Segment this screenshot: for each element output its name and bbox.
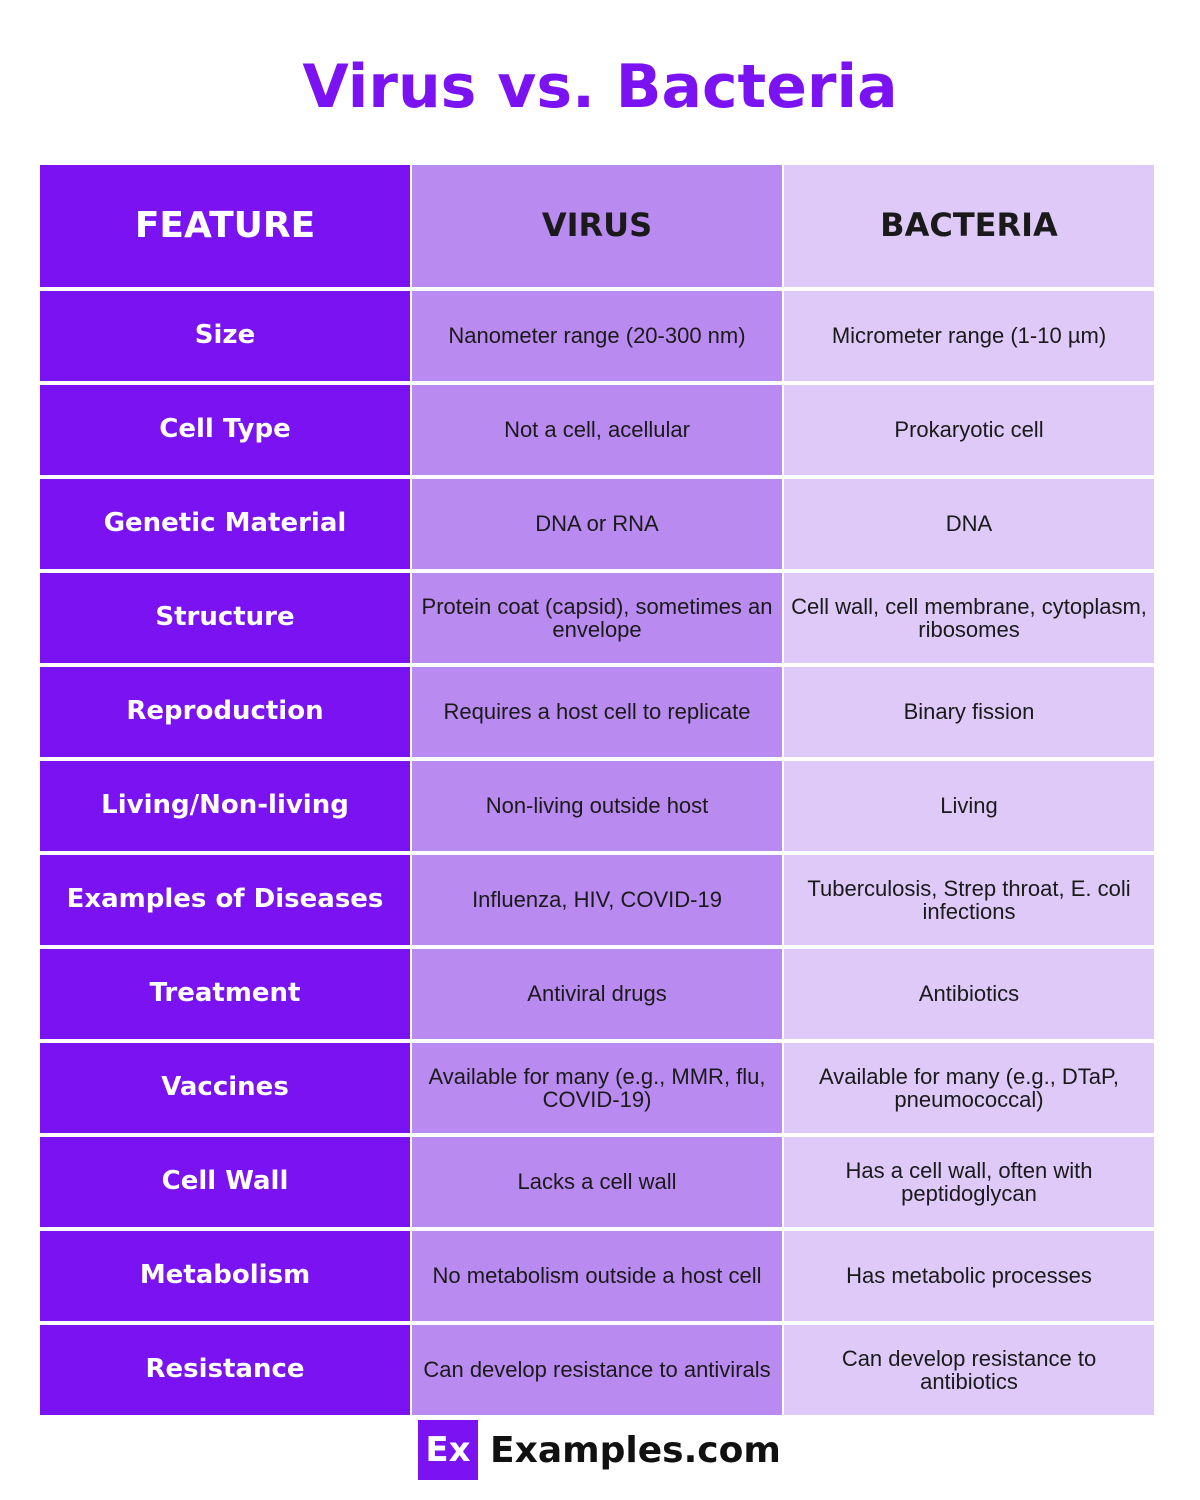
row-bacteria-metabolism: Has metabolic processes xyxy=(784,1231,1154,1322)
row-bacteria-treatment: Antibiotics xyxy=(784,949,1154,1040)
header-feature: FEATURE xyxy=(40,165,410,287)
row-bacteria-size: Micrometer range (1-10 µm) xyxy=(784,291,1154,382)
row-virus-metabolism: No metabolism outside a host cell xyxy=(412,1231,782,1322)
row-feature-living: Living/Non-living xyxy=(40,761,410,852)
row-bacteria-genetic-material: DNA xyxy=(784,479,1154,570)
row-bacteria-cell-type: Prokaryotic cell xyxy=(784,385,1154,476)
row-virus-living: Non-living outside host xyxy=(412,761,782,852)
row-virus-structure: Protein coat (capsid), sometimes an envelope xyxy=(412,573,782,664)
row-virus-treatment: Antiviral drugs xyxy=(412,949,782,1040)
row-feature-cell-type: Cell Type xyxy=(40,385,410,476)
row-feature-vaccines: Vaccines xyxy=(40,1043,410,1134)
row-feature-diseases: Examples of Diseases xyxy=(40,855,410,946)
row-feature-treatment: Treatment xyxy=(40,949,410,1040)
row-bacteria-living: Living xyxy=(784,761,1154,852)
row-virus-reproduction: Requires a host cell to replicate xyxy=(412,667,782,758)
page-title: Virus vs. Bacteria xyxy=(302,52,898,122)
row-feature-genetic-material: Genetic Material xyxy=(40,479,410,570)
brand-name: Examples.com xyxy=(490,1429,781,1471)
row-virus-vaccines: Available for many (e.g., MMR, flu, COVID-19) xyxy=(412,1043,782,1134)
comparison-table xyxy=(40,165,1154,1415)
row-virus-diseases: Influenza, HIV, COVID-19 xyxy=(412,855,782,946)
row-bacteria-structure: Cell wall, cell membrane, cytoplasm, ribosomes xyxy=(784,573,1154,664)
header-bacteria: BACTERIA xyxy=(784,165,1154,287)
row-feature-cell-wall: Cell Wall xyxy=(40,1137,410,1228)
row-virus-cell-type: Not a cell, acellular xyxy=(412,385,782,476)
row-feature-reproduction: Reproduction xyxy=(40,667,410,758)
row-virus-genetic-material: DNA or RNA xyxy=(412,479,782,570)
row-bacteria-vaccines: Available for many (e.g., DTaP, pneumococcal) xyxy=(784,1043,1154,1134)
row-virus-size: Nanometer range (20-300 nm) xyxy=(412,291,782,382)
row-bacteria-diseases: Tuberculosis, Strep throat, E. coli infections xyxy=(784,855,1154,946)
row-bacteria-cell-wall: Has a cell wall, often with peptidoglycan xyxy=(784,1137,1154,1228)
row-virus-cell-wall: Lacks a cell wall xyxy=(412,1137,782,1228)
row-virus-resistance: Can develop resistance to antivirals xyxy=(412,1325,782,1416)
row-feature-metabolism: Metabolism xyxy=(40,1231,410,1322)
row-feature-resistance: Resistance xyxy=(40,1325,410,1416)
logo-icon: Ex xyxy=(418,1420,478,1480)
header-virus: VIRUS xyxy=(412,165,782,287)
row-bacteria-resistance: Can develop resistance to antibiotics xyxy=(784,1325,1154,1416)
row-feature-size: Size xyxy=(40,291,410,382)
row-bacteria-reproduction: Binary fission xyxy=(784,667,1154,758)
row-feature-structure: Structure xyxy=(40,573,410,664)
brand-footer xyxy=(418,1419,781,1481)
